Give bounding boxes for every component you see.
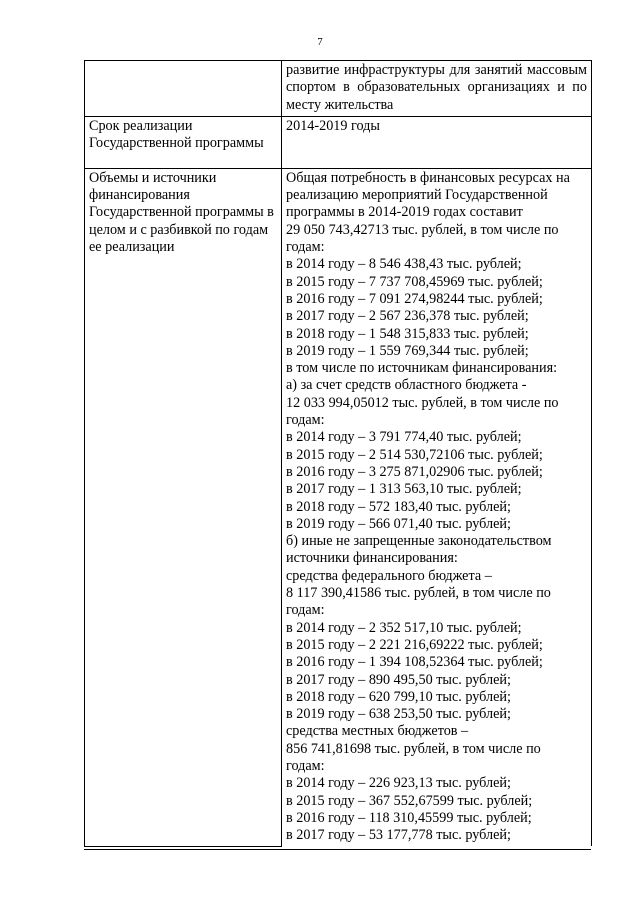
row-label-cell <box>85 61 282 117</box>
table-row <box>85 61 592 117</box>
financing-line: в 2017 году – 53 177,778 тыс. рублей; <box>286 827 511 844</box>
financing-line: Общая потребность в финансовых ресурсах на <box>286 169 570 186</box>
financing-line: реализацию мероприятий Государственной <box>286 187 548 204</box>
financing-line: 12 033 994,05012 тыс. рублей, в том числе по <box>286 394 559 411</box>
financing-line: в 2018 году – 1 548 315,833 тыс. рублей; <box>286 325 529 342</box>
table-row <box>85 168 592 846</box>
table-bottom-border <box>84 849 591 850</box>
financing-line: годам: <box>286 239 325 256</box>
financing-line: в 2014 году – 226 923,13 тыс. рублей; <box>286 775 511 792</box>
financing-line: в 2019 году – 1 559 769,344 тыс. рублей; <box>286 342 529 359</box>
program-passport-table <box>84 60 592 847</box>
financing-line: в 2015 году – 367 552,67599 тыс. рублей; <box>286 792 533 809</box>
financing-line: 856 741,81698 тыс. рублей, в том числе по <box>286 740 541 757</box>
financing-line: в 2018 году – 572 183,40 тыс. рублей; <box>286 498 511 515</box>
financing-details-cell <box>282 168 592 846</box>
financing-line: программы в 2014-2019 годах составит <box>286 204 523 221</box>
financing-line: в 2017 году – 2 567 236,378 тыс. рублей; <box>286 308 529 325</box>
financing-line: в 2018 году – 620 799,10 тыс. рублей; <box>286 688 511 705</box>
row-content-cell: развитие инфраструктуры для занятий массовым спортом в образовательных организациях и по месту жительства <box>282 61 592 117</box>
financing-line: средства местных бюджетов – <box>286 723 469 740</box>
financing-line: в 2016 году – 1 394 108,52364 тыс. рублей; <box>286 654 543 671</box>
financing-line: а) за счет средств областного бюджета - <box>286 377 527 394</box>
financing-line: в 2015 году – 2 514 530,72106 тыс. рублей; <box>286 446 543 463</box>
page-number: 7 <box>317 36 323 48</box>
financing-line: годам: <box>286 757 325 774</box>
financing-line: годам: <box>286 602 325 619</box>
financing-line: б) иные не запрещенные законодательством <box>286 533 552 550</box>
financing-line: в 2016 году – 118 310,45599 тыс. рублей; <box>286 809 532 826</box>
financing-line: в 2014 году – 8 546 438,43 тыс. рублей; <box>286 256 522 273</box>
financing-line: в том числе по источникам финансирования: <box>286 360 558 377</box>
financing-line: в 2015 году – 2 221 216,69222 тыс. рублей; <box>286 636 543 653</box>
financing-line: в 2016 году – 3 275 871,02906 тыс. рублей; <box>286 463 543 480</box>
financing-line: источники финансирования: <box>286 550 458 567</box>
financing-line: в 2017 году – 890 495,50 тыс. рублей; <box>286 671 511 688</box>
financing-line: в 2014 году – 3 791 774,40 тыс. рублей; <box>286 429 522 446</box>
financing-line: в 2015 году – 7 737 708,45969 тыс. рублей; <box>286 273 543 290</box>
financing-line: в 2017 году – 1 313 563,10 тыс. рублей; <box>286 481 522 498</box>
table-row <box>85 116 592 168</box>
financing-line: средства федерального бюджета – <box>286 567 492 584</box>
financing-line: 8 117 390,41586 тыс. рублей, в том числе по <box>286 585 551 602</box>
financing-line: годам: <box>286 412 325 429</box>
financing-line: 29 050 743,42713 тыс. рублей, в том числе по <box>286 221 559 238</box>
financing-line: в 2019 году – 566 071,40 тыс. рублей; <box>286 515 511 532</box>
row-label-cell: Срок реализации Государственной программы <box>85 116 282 168</box>
row-label-cell: Объемы и источники финансирования Государственной программы в целом и с разбивкой по годам ее реализации <box>85 168 282 846</box>
financing-line: в 2014 году – 2 352 517,10 тыс. рублей; <box>286 619 522 636</box>
financing-line: в 2019 году – 638 253,50 тыс. рублей; <box>286 706 511 723</box>
financing-line: в 2016 году – 7 091 274,98244 тыс. рублей; <box>286 290 543 307</box>
row-content-cell: 2014-2019 годы <box>282 116 592 168</box>
